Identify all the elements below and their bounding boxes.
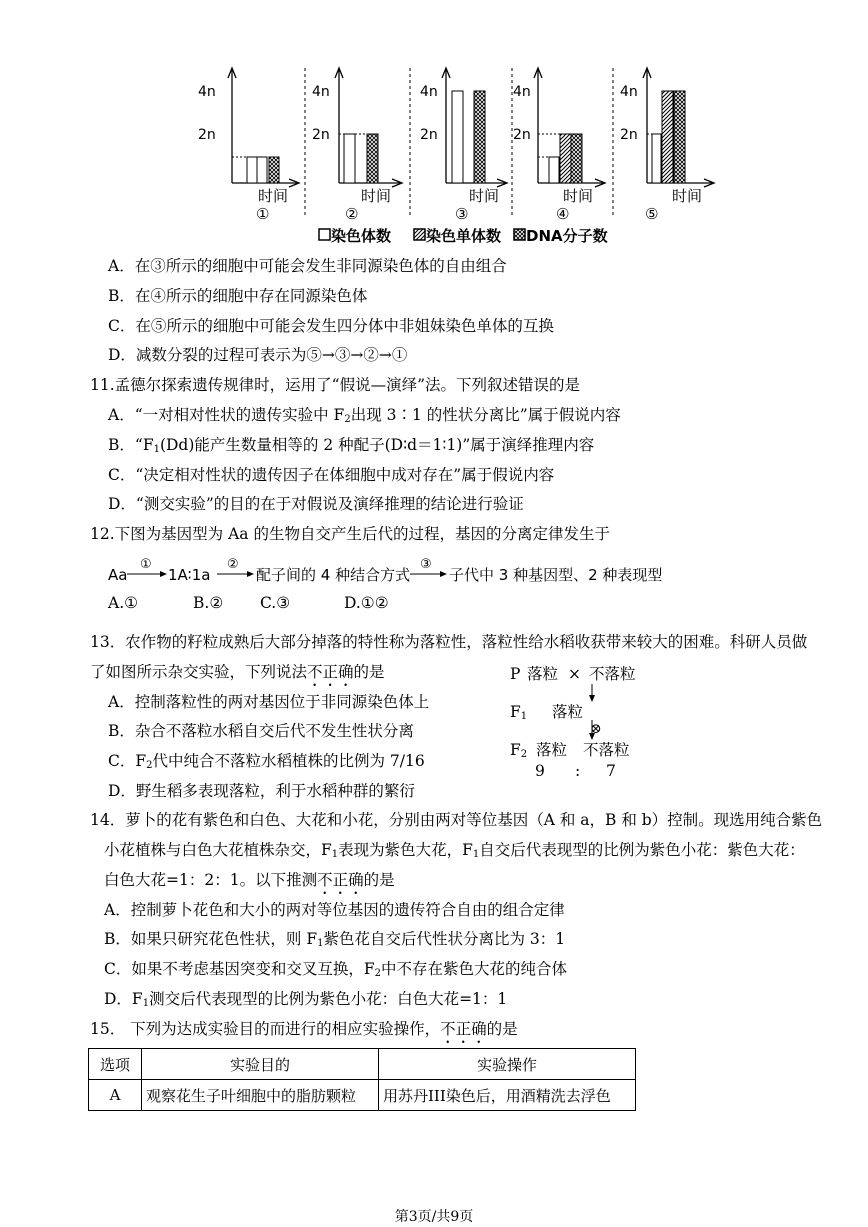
legend-swatch-dna — [514, 229, 525, 240]
x-axis-label: 时间 — [361, 187, 392, 205]
q12-option-a: A.① — [108, 594, 139, 612]
q10-option-d: D．减数分裂的过程可表示为⑤→③→②→① — [108, 346, 408, 364]
bar-chromatid — [257, 157, 267, 183]
q11-option-a: A．“一对相对性状的遗传实验中 $F_2$出现 3∶1 的性状分离比”属于假说内容 — [108, 406, 621, 425]
bar-chromatid — [560, 134, 571, 183]
q11-stem: 11.孟德尔探索遗传规律时，运用了“假说—演绎”法。下列叙述错误的是 — [90, 376, 581, 394]
tick-4n: 4n — [620, 84, 638, 100]
q11-option-c: C．“决定相对性状的遗传因子在体细胞中成对存在”属于假说内容 — [108, 466, 555, 484]
tick-2n: 2n — [198, 127, 216, 143]
panel-label: ⑤ — [645, 205, 659, 223]
q11-option-b: B．“$F_1(Dd)$能产生数量相等的 2 种配子(D∶d＝1∶1)”属于演绎推理内容 — [108, 436, 595, 455]
legend-swatch-chromatid — [414, 229, 425, 240]
flow-step-3: ③ — [420, 557, 432, 572]
x-axis-label: 时间 — [672, 187, 703, 205]
flow-step-1: ① — [140, 557, 152, 572]
legend-chromosome: 染色体数 — [331, 227, 392, 245]
q14-stem-line1: 14．萝卜的花有紫色和白色、大花和小花，分别由两对等位基因（A 和 a，B 和 b）控制。现选用纯合紫色 — [90, 811, 823, 829]
q13-stem-line1: 13．农作物的籽粒成熟后大部分掉落的特性称为落粒性，落粒性给水稻收获带来较大的困难。科研人员做 — [90, 633, 808, 651]
tick-4n: 4n — [312, 84, 330, 100]
cross-p-parent1: 落粒 — [527, 665, 559, 683]
cross-ratio-a: 9 — [535, 762, 545, 780]
bar-dna — [571, 134, 582, 183]
histogram-panel-1 — [198, 68, 299, 223]
tick-2n: 2n — [420, 127, 438, 143]
cross-f2-phenotype-a: 落粒 — [536, 741, 568, 759]
q10-option-a: A．在③所示的细胞中可能会发生非同源染色体的自由组合 — [108, 257, 507, 275]
cross-ratio-colon: : — [575, 762, 581, 780]
flow-offspring: 子代中 3 种基因型、2 种表现型 — [449, 566, 663, 584]
panel-label: ③ — [455, 205, 469, 223]
histogram-panel-2 — [312, 68, 402, 223]
q13-option-d: D．野生稻多表现落粒，利于水稻种群的繁衍 — [108, 782, 415, 800]
panel-label: ① — [256, 205, 270, 223]
q13-cross-diagram — [500, 660, 660, 785]
q13-option-c: C．$F_2$代中纯合不落粒水稻植株的比例为 7/16 — [108, 752, 425, 771]
q12-option-d: D.①② — [344, 594, 389, 612]
x-axis-label: 时间 — [469, 187, 500, 205]
table-cell: 用苏丹III染色后，用酒精洗去浮色 — [379, 1080, 636, 1111]
table-header: 实验目的 — [142, 1049, 379, 1080]
q12-option-c: C.③ — [260, 594, 291, 612]
tick-2n: 2n — [513, 127, 531, 143]
q15-table — [88, 1048, 636, 1111]
q14-stem-line3: 白色大花=1：2：1。以下推测不正确的是 — [104, 871, 395, 889]
q13-option-b: B．杂合不落粒水稻自交后代不发生性状分离 — [108, 722, 414, 740]
table-cell: A — [89, 1080, 142, 1111]
panel-label: ② — [345, 205, 359, 223]
page-footer: 第3页/共9页 — [394, 1209, 474, 1225]
histogram-panel-3 — [420, 68, 507, 223]
bar-chromosome — [652, 134, 661, 183]
legend-dna: DNA分子数 — [526, 227, 608, 245]
flow-aa: Aa — [108, 566, 128, 584]
q14-option-d: D．$F_1$测交后代表现型的比例为紫色小花：白色大花=1：1 — [104, 990, 508, 1009]
cross-f1-phenotype: 落粒 — [552, 703, 584, 721]
bar-dna — [367, 134, 378, 183]
q13-stem-line2: 了如图所示杂交实验，下列说法不正确的是 — [90, 663, 385, 681]
q12-process-flow — [0, 554, 868, 594]
tick-4n: 4n — [513, 84, 531, 100]
tick-2n: 2n — [312, 127, 330, 143]
bar-chromatid — [662, 91, 673, 183]
table-cell: 观察花生子叶细胞中的脂肪颗粒 — [142, 1080, 379, 1111]
cross-f2-label: $F_2$ — [510, 741, 528, 760]
legend-chromatid: 染色单体数 — [426, 227, 502, 245]
cross-ratio-b: 7 — [606, 762, 616, 780]
cross-p-label: P — [510, 665, 521, 683]
q15-stem: 15． 下列为达成实验目的而进行的相应实验操作，不正确的是 — [90, 1020, 518, 1038]
cross-f2-phenotype-b: 不落粒 — [583, 741, 630, 759]
q14-option-c: C．如果不考虑基因突变和交叉互换，$F_2$中不存在紫色大花的纯合体 — [104, 960, 568, 979]
bar-chromosome — [344, 134, 355, 183]
flow-ratio: 1A∶1a — [168, 566, 211, 584]
histogram-panel-5 — [620, 68, 714, 223]
q12-option-b: B.② — [193, 594, 224, 612]
panel-label: ④ — [556, 205, 570, 223]
cross-times: × — [568, 665, 581, 683]
q13-option-a: A．控制落粒性的两对基因位于非同源染色体上 — [108, 693, 430, 711]
cross-p-parent2: 不落粒 — [589, 665, 636, 683]
x-axis-label: 时间 — [258, 187, 289, 205]
q11-option-d: D．“测交实验”的目的在于对假说及演绎推理的结论进行验证 — [108, 495, 524, 513]
q10-option-b: B．在④所示的细胞中存在同源染色体 — [108, 287, 368, 305]
q12-stem: 12.下图为基因型为 Aa 的生物自交产生后代的过程，基因的分离定律发生于 — [90, 525, 610, 543]
tick-4n: 4n — [198, 84, 216, 100]
self-cross-icon: ⊗ — [590, 721, 602, 737]
chromosome-histogram-figure — [0, 0, 868, 250]
table-row — [89, 1080, 636, 1111]
flow-gametes: 配子间的 4 种结合方式 — [256, 566, 411, 584]
q14-option-a: A．控制萝卜花色和大小的两对等位基因的遗传符合自由的组合定律 — [104, 901, 565, 919]
bar-dna — [269, 157, 279, 183]
table-header: 选项 — [89, 1049, 142, 1080]
cross-f1-label: $F_1$ — [510, 703, 528, 722]
bar-chromosome — [247, 157, 257, 183]
legend — [319, 227, 608, 245]
table-header-row — [89, 1049, 636, 1080]
legend-swatch-chromosome — [319, 229, 330, 240]
q10-option-c: C．在⑤所示的细胞中可能会发生四分体中非姐妹染色单体的互换 — [108, 317, 554, 335]
tick-2n: 2n — [620, 127, 638, 143]
flow-step-2: ② — [227, 557, 239, 572]
q14-option-b: B．如果只研究花色性状，则 $F_1$紫色花自交后代性状分离比为 3：1 — [104, 930, 566, 949]
bar-dna — [674, 91, 685, 183]
bar-chromosome — [549, 157, 559, 183]
x-axis-label: 时间 — [563, 187, 594, 205]
q14-stem-line2: 小花植株与白色大花植株杂交，$F_1$表现为紫色大花，$F_1$自交后代表现型的比例为紫色小花：紫色大花： — [104, 841, 805, 860]
table-header: 实验操作 — [379, 1049, 636, 1080]
bar-dna — [474, 91, 485, 183]
histogram-panel-4 — [513, 68, 605, 223]
tick-4n: 4n — [420, 84, 438, 100]
bar-chromosome — [452, 91, 463, 183]
